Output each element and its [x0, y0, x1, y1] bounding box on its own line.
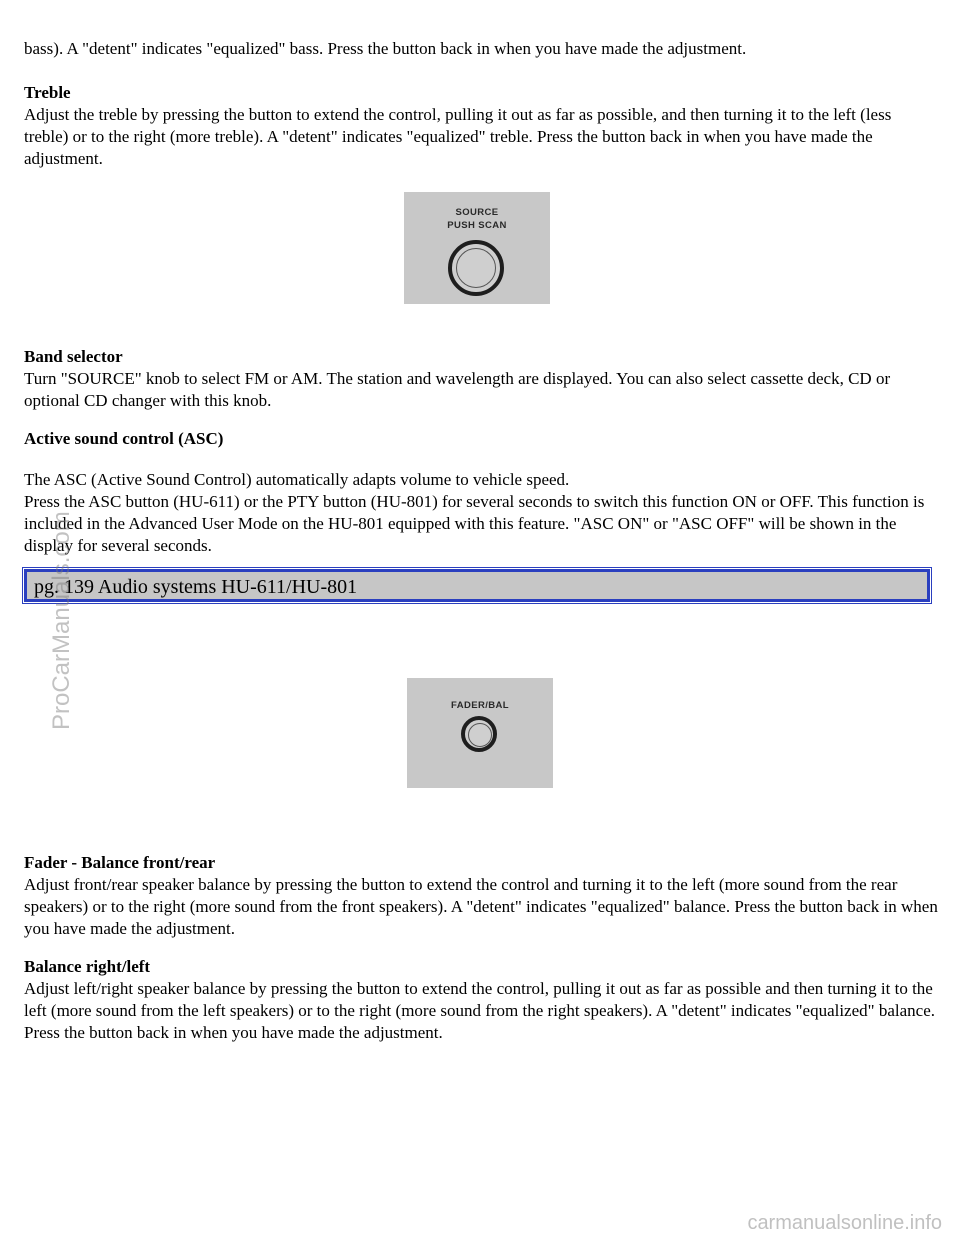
asc-paragraph-1: The ASC (Active Sound Control) automatically adapts volume to vehicle speed.	[24, 470, 570, 489]
fader-knob-figure	[407, 678, 553, 788]
band-selector-heading: Band selector	[24, 347, 123, 366]
push-scan-label: PUSH SCAN	[447, 220, 507, 231]
source-label: SOURCE	[455, 207, 499, 218]
page-section-banner	[24, 569, 930, 602]
bottom-watermark: carmanualsonline.info	[747, 1212, 942, 1234]
treble-heading: Treble	[24, 83, 71, 102]
balance-heading: Balance right/left	[24, 957, 151, 976]
fader-heading: Fader - Balance front/rear	[24, 853, 216, 872]
source-knob-icon	[448, 240, 504, 296]
source-knob-face	[456, 248, 496, 288]
asc-paragraph-2: Press the ASC button (HU-611) or the PTY button (HU-801) for several seconds to switch this function ON or OFF. This function is included in the Advanced User Mode on the HU-801 equipped with this feature. "ASC ON" or "ASC OFF" will be shown in the display for several seconds.	[24, 492, 925, 555]
fader-knob-face	[468, 723, 492, 747]
source-knob-figure	[404, 192, 550, 304]
asc-heading: Active sound control (ASC)	[24, 429, 224, 448]
fader-knob-icon	[461, 716, 497, 752]
band-selector-paragraph: Turn "SOURCE" knob to select FM or AM. The station and wavelength are displayed. You can also select cassette deck, CD or optional CD changer with this knob.	[24, 369, 891, 410]
balance-paragraph: Adjust left/right speaker balance by pressing the button to extend the control, pulling it out as far as possible and then turning it to the left (more sound from the left speakers) or to the right (more sound from the right speakers). A "detent" indicates "equalized" balance. Press the button back in when you have made the adjustment.	[24, 979, 935, 1042]
bass-paragraph-end: bass). A "detent" indicates "equalized" bass. Press the button back in when you have made the adjustment.	[24, 39, 747, 58]
side-watermark: ProCarManuals.com	[48, 511, 75, 730]
fader-paragraph: Adjust front/rear speaker balance by pressing the button to extend the control and turning it to the left (more sound from the rear speakers) or to the right (more sound from the front speakers). A "detent" indicates "equalized" balance. Press the button back in when you have made the adjustment.	[24, 875, 938, 938]
page-banner-text: pg. 139 Audio systems HU-611/HU-801	[34, 576, 358, 598]
treble-paragraph: Adjust the treble by pressing the button to extend the control, pulling it out as far as possible, and then turning it to the left (less treble) or to the right (more treble). A "detent" indicates "equalized" treble. Press the button back in when you have made the adjustment.	[24, 105, 892, 168]
fader-bal-label: FADER/BAL	[451, 700, 509, 711]
